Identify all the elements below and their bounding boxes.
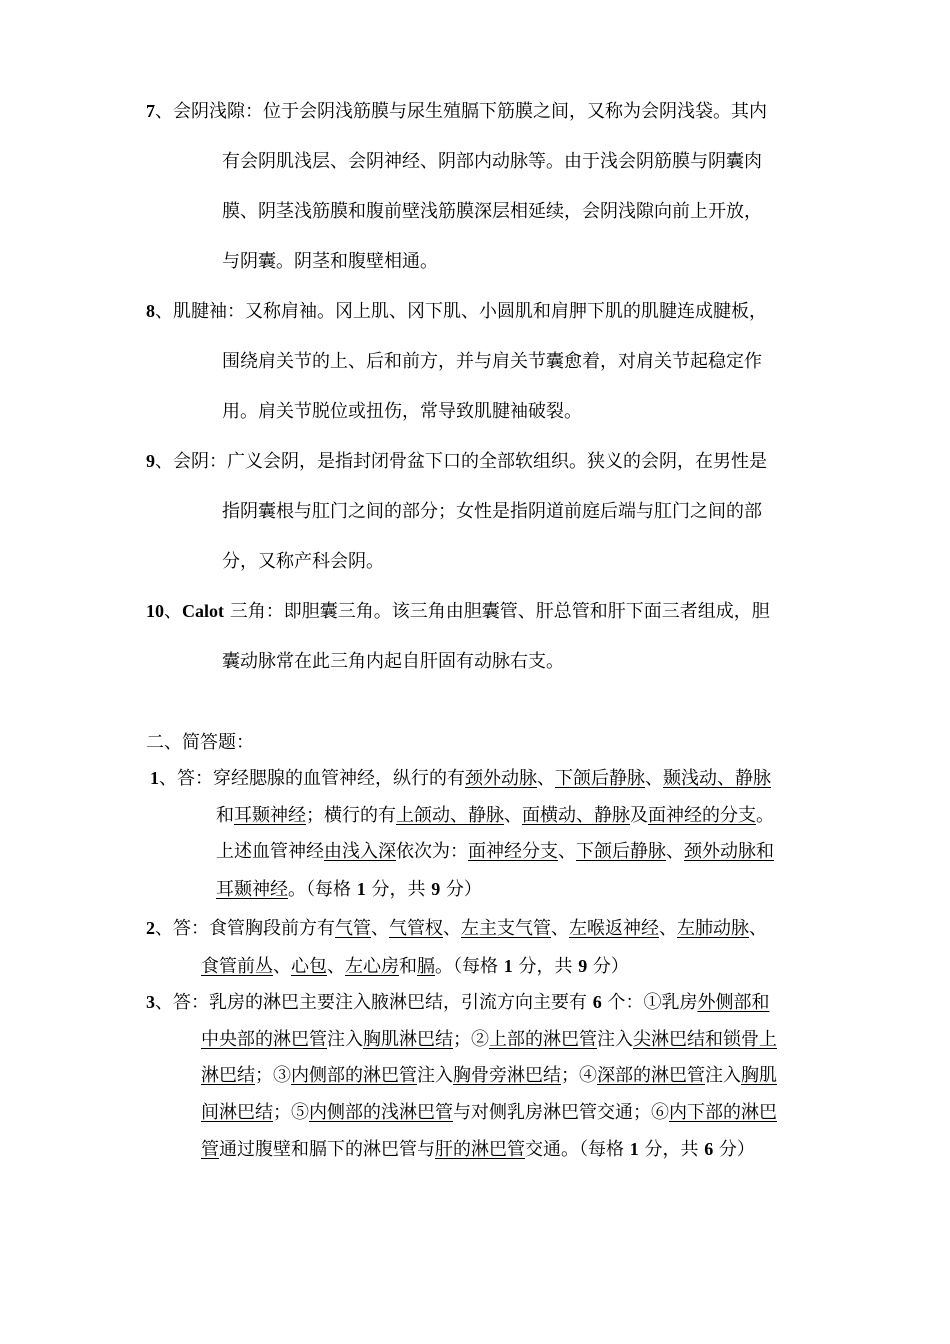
answer-line [150, 871, 774, 909]
text-run: 上述血管神经 [216, 841, 324, 862]
underlined-term: 中央部的淋巴管 [201, 1028, 327, 1050]
answer-line [146, 1022, 777, 1059]
answer-line [150, 798, 774, 835]
answer-number: 1 [150, 768, 159, 788]
text-run: 分，又称产科会阴。 [222, 551, 384, 572]
text-run: 、 [749, 918, 767, 939]
underlined-term: 胸骨旁淋巴结 [453, 1065, 561, 1086]
text-run: 依次为： [396, 841, 468, 862]
underlined-term: 颈外动脉和 [684, 841, 774, 862]
definition-10 [146, 586, 810, 687]
underlined-term: 食管前丛 [201, 955, 273, 977]
underlined-term: 由浅入深 [324, 841, 396, 862]
underlined-term: 心包 [291, 955, 327, 977]
text-run: 、 [504, 804, 522, 826]
text-run: 、 [666, 841, 684, 862]
underlined-term: 左心房 [345, 955, 399, 977]
text-run: 。（每格 [288, 878, 357, 900]
text-run: 注入 [417, 1065, 453, 1086]
section-heading: 二、简答题： [146, 732, 254, 753]
text-run: 注入 [327, 1028, 363, 1050]
text-run: 三角：即胆囊三角。该三角由胆囊管、肝总管和肝下面三者组成，胆 [224, 601, 770, 622]
text-run: 6 [704, 1139, 714, 1159]
underlined-term: 外侧部和 [697, 992, 770, 1013]
text-run: 和 [216, 804, 234, 826]
text-run: 通过腹壁和膈下的淋巴管与 [219, 1139, 435, 1160]
text-run: 9 [578, 955, 588, 976]
answer-line [146, 1095, 777, 1132]
text-run: 分，共 [638, 1139, 705, 1160]
text-run: 及 [630, 804, 648, 826]
answer-3 [146, 984, 777, 1169]
text-run: 。 [756, 804, 774, 826]
underlined-term: 气管 [335, 918, 371, 939]
underlined-term: 下颌后静脉 [576, 841, 666, 862]
underlined-term: 管 [201, 1139, 219, 1160]
definition-7 [146, 86, 810, 287]
underlined-term: 膈 [417, 955, 435, 977]
definition-line [146, 86, 810, 137]
text-run: 、 [164, 601, 182, 622]
definition-number: 8 [146, 301, 155, 321]
text-run: Calot [182, 601, 224, 621]
text-run: 与阴囊。阴茎和腹壁相通。 [222, 251, 438, 272]
underlined-term: 左主支气管 [461, 918, 551, 939]
answer-line [146, 948, 767, 986]
text-run: 、肌腱袖：又称肩袖。冈上肌、冈下肌、小圆肌和肩胛下肌的肌腱连成腱板， [155, 301, 767, 322]
text-run: 分，共 [512, 955, 579, 977]
underlined-term: 内下部的淋巴 [669, 1101, 777, 1123]
answer-line [146, 1131, 777, 1169]
text-run: 膜、阴茎浅筋膜和腹前壁浅筋膜深层相延续，会阴浅隙向前上开放， [222, 201, 762, 222]
definition-9 [146, 436, 810, 587]
definition-line [146, 637, 810, 687]
definition-line [146, 237, 810, 287]
text-run: ；③ [255, 1065, 291, 1086]
underlined-term: 间淋巴结 [201, 1101, 273, 1123]
text-run: 9 [431, 878, 441, 899]
underlined-term: 胸肌 [741, 1065, 777, 1086]
definition-8 [146, 286, 810, 437]
definition-line [146, 286, 810, 337]
text-run: 用。肩关节脱位或扭伤，常导致肌腱袖破裂。 [222, 401, 582, 422]
definition-line [146, 337, 810, 387]
underlined-term: 上部的淋巴管 [489, 1028, 597, 1050]
text-run: 分，共 [365, 878, 432, 900]
text-run: 、 [558, 841, 576, 862]
text-run: 、 [551, 918, 569, 939]
underlined-term: 气管杈 [389, 918, 443, 939]
answer-2 [146, 910, 767, 985]
underlined-term: 颞浅动、静脉 [663, 768, 771, 789]
text-run: 、会阴：广义会阴，是指封闭骨盆下口的全部软组织。狭义的会阴，在男性是 [155, 451, 767, 472]
answer-line [146, 910, 767, 948]
text-run: 1 [503, 955, 513, 976]
underlined-term: 胸肌淋巴结 [363, 1028, 453, 1050]
answer-line [146, 984, 777, 1022]
text-run: 、 [273, 955, 291, 977]
text-run: 、答：穿经腮腺的血管神经，纵行的有 [159, 768, 465, 789]
text-run: 分） [440, 878, 482, 900]
answer-line [146, 1058, 777, 1095]
definition-line [146, 137, 810, 187]
text-run: 和 [399, 955, 417, 977]
text-run: 注入 [597, 1028, 633, 1050]
answer-number: 3 [146, 992, 155, 1012]
text-run: 、 [537, 768, 555, 789]
underlined-term: 耳颞神经 [216, 878, 288, 900]
underlined-term: 左肺动脉 [677, 918, 749, 939]
underlined-term: 面神经分支 [468, 841, 558, 862]
text-run: 、答：食管胸段前方有 [155, 918, 335, 939]
text-run: 、答：乳房的淋巴主要注入腋淋巴结，引流方向主要有 [155, 992, 593, 1013]
answer-line [150, 834, 774, 871]
underlined-term: 左喉返神经 [569, 918, 659, 939]
underlined-term: 肝的淋巴管 [435, 1139, 525, 1160]
text-run: 、 [371, 918, 389, 939]
definition-number: 9 [146, 451, 155, 471]
answer-line [150, 760, 774, 798]
text-run: 。（每格 [435, 955, 504, 977]
underlined-term: 下颌后静脉 [555, 768, 645, 789]
definition-line [146, 387, 810, 437]
text-run: 、 [659, 918, 677, 939]
definition-line [146, 487, 810, 537]
text-run: 有会阴肌浅层、会阴神经、阴部内动脉等。由于浅会阴筋膜与阴囊肉 [222, 151, 762, 172]
underlined-term: 内侧部的淋巴管 [291, 1065, 417, 1086]
text-run: 分） [713, 1139, 755, 1160]
text-run: 1 [356, 878, 366, 899]
text-run: 、 [443, 918, 461, 939]
answer-number: 2 [146, 918, 155, 938]
definition-number: 10 [146, 601, 164, 621]
text-run: ；横行的有 [306, 804, 396, 826]
definition-line [146, 187, 810, 237]
text-run: 分） [587, 955, 629, 977]
text-run: 、会阴浅隙：位于会阴浅筋膜与尿生殖膈下筋膜之间，又称为会阴浅袋。其内 [155, 101, 767, 122]
answer-1 [150, 760, 774, 908]
text-run: ；⑤ [273, 1101, 309, 1123]
underlined-term: 面横动、静脉 [522, 804, 630, 826]
text-run: 与对侧乳房淋巴管交通；⑥ [453, 1101, 669, 1123]
underlined-term: 淋巴结 [201, 1065, 255, 1086]
underlined-term: 面神经的分支 [648, 804, 756, 826]
text-run: 个：①乳房 [601, 992, 698, 1013]
text-run: 注入 [705, 1065, 741, 1086]
text-run: 围绕肩关节的上、后和前方，并与肩关节囊愈着，对肩关节起稳定作 [222, 351, 762, 372]
text-run: 交通。（每格 [525, 1139, 630, 1160]
underlined-term: 内侧部的浅淋巴管 [309, 1101, 453, 1123]
definition-number: 7 [146, 101, 155, 121]
text-run: ；② [453, 1028, 489, 1050]
text-run: 指阴囊根与肛门之间的部分；女性是指阴道前庭后端与肛门之间的部 [222, 501, 762, 522]
text-run: 、 [645, 768, 663, 789]
definition-line [146, 537, 810, 587]
text-run: 1 [629, 1139, 639, 1159]
text-run: 、 [327, 955, 345, 977]
definition-line [146, 436, 810, 487]
text-run: 囊动脉常在此三角内起自肝固有动脉右支。 [222, 651, 564, 672]
underlined-term: 深部的淋巴管 [597, 1065, 705, 1086]
underlined-term: 颈外动脉 [465, 768, 537, 789]
underlined-term: 上颌动、静脉 [396, 804, 504, 826]
underlined-term: 耳颞神经 [234, 804, 306, 826]
underlined-term: 尖淋巴结和锁骨上 [633, 1028, 777, 1050]
text-run: ；④ [561, 1065, 597, 1086]
text-run: 6 [592, 992, 602, 1012]
definition-line [146, 586, 810, 637]
